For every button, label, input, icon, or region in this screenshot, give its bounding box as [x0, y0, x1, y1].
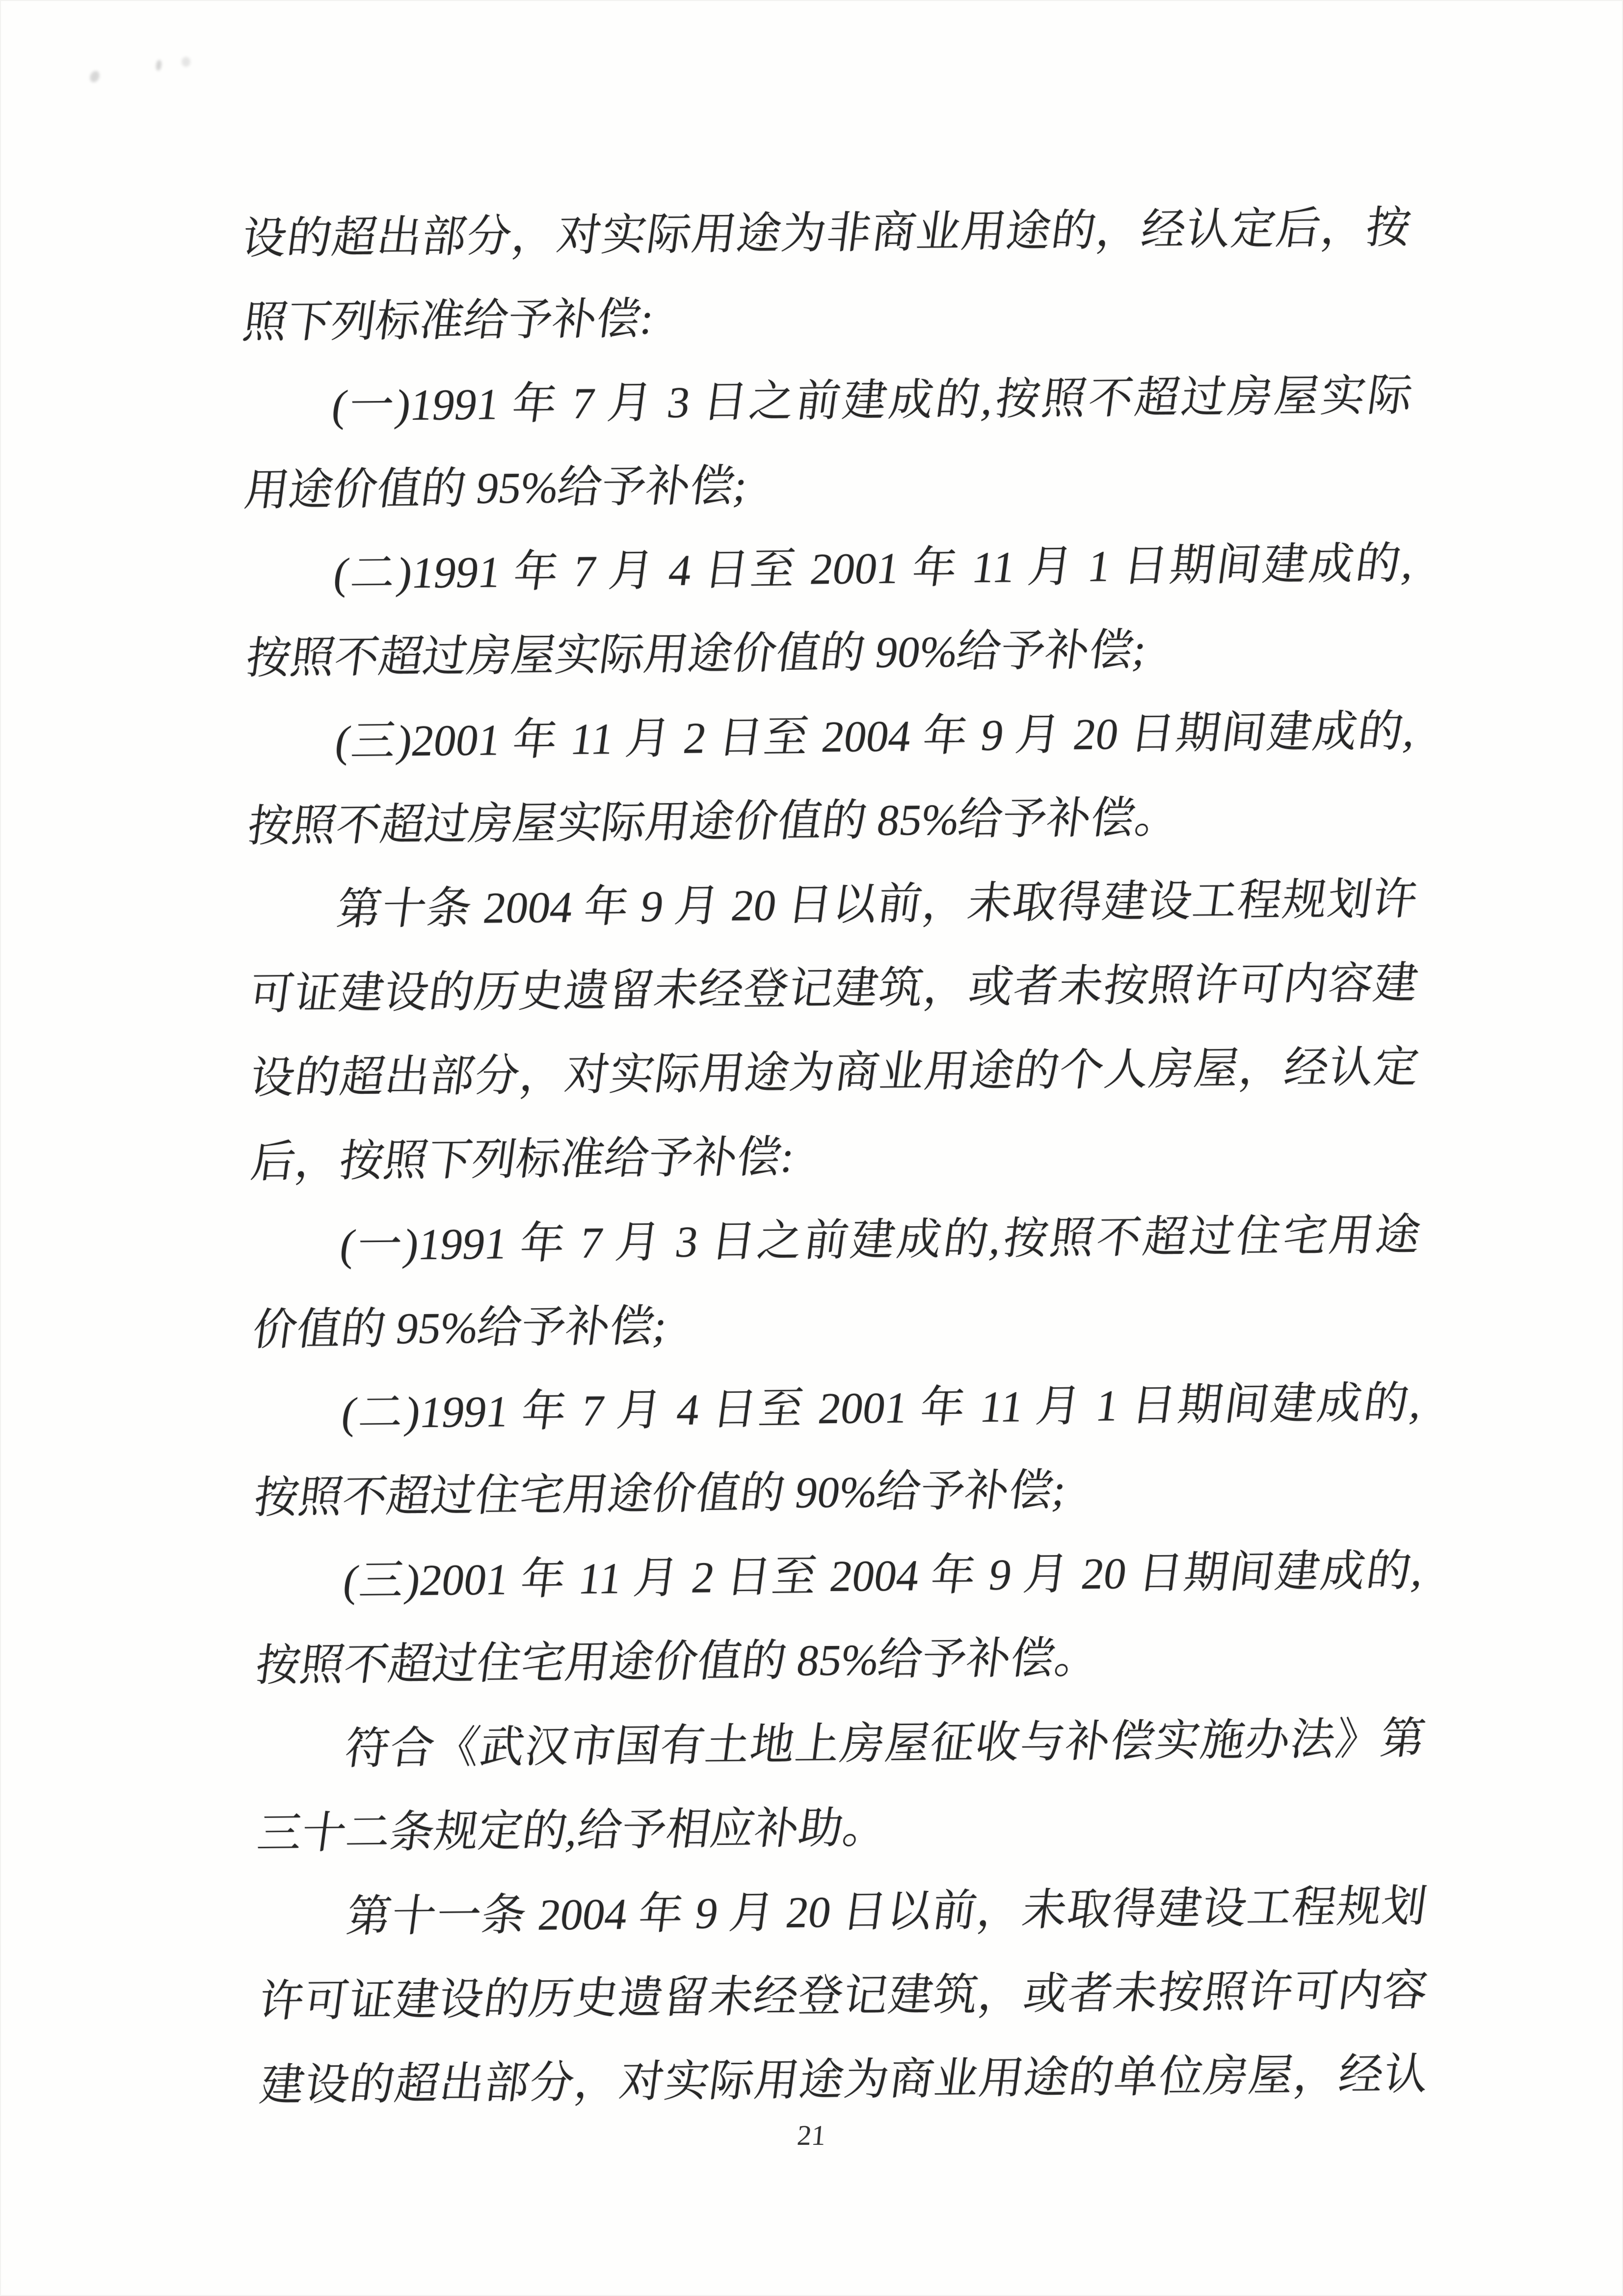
text-line: (三)2001 年 11 月 2 日至 2004 年 9 月 20 日期间建成的,	[332, 707, 1419, 766]
text-line: 符合《武汉市国有土地上房屋征收与补偿实施办法》第	[342, 1714, 1428, 1774]
text-line: 按照不超过房屋实际用途价值的 85%给予补偿。	[245, 793, 1183, 851]
text-line: 后，按照下列标准给予补偿:	[248, 1133, 797, 1187]
text-line: 第十条 2004 年 9 月 20 日以前，未取得建设工程规划许	[334, 875, 1420, 934]
text-line: 按照不超过房屋实际用途价值的 90%给予补偿;	[243, 625, 1149, 683]
scan-smudge	[156, 59, 162, 71]
text-line: 按照不超过住宅用途价值的 90%给予补偿;	[251, 1466, 1069, 1523]
scan-smudge	[182, 57, 190, 67]
text-line: (二)1991 年 7 月 4 日至 2001 年 11 月 1 日期间建成的,	[339, 1378, 1425, 1438]
text-line: 价值的 95%给予补偿;	[249, 1302, 670, 1355]
text-line: 用途价值的 95%给予补偿;	[241, 461, 750, 515]
text-line: (三)2001 年 11 月 2 日至 2004 年 9 月 20 日期间建成的,	[340, 1546, 1427, 1606]
text-line: 建设的超出部分，对实际用途为商业用途的单位房屋，经认	[257, 2050, 1432, 2110]
scan-smudge	[88, 69, 101, 83]
document-body-text	[236, 186, 1432, 2128]
text-line: (一)1991 年 7 月 3 日之前建成的,按照不超过住宅用途	[337, 1211, 1424, 1270]
text-line: (一)1991 年 7 月 3 日之前建成的,按照不超过房屋实际	[329, 371, 1415, 431]
text-line: 按照不超过住宅用途价值的 85%给予补偿。	[253, 1633, 1102, 1691]
text-line: 设的超出部分，对实际用途为商业用途的个人房屋，经认定	[247, 1043, 1422, 1103]
text-line: 第十一条 2004 年 9 月 20 日以前，未取得建设工程规划	[344, 1882, 1430, 1942]
text-line: 三十二条规定的,给予相应补助。	[254, 1803, 891, 1859]
text-line: 照下列标准给予补偿:	[240, 295, 657, 348]
text-line: 设的超出部分，对实际用途为非商业用途的，经认定后，按	[239, 203, 1414, 264]
text-line: (二)1991 年 7 月 4 日至 2001 年 11 月 1 日期间建成的,	[331, 539, 1417, 598]
text-line: 可证建设的历史遗留未经登记建筑，或者未按照许可内容建	[246, 959, 1421, 1019]
text-line: 许可证建设的历史遗留未经登记建筑，或者未按照许可内容	[256, 1966, 1431, 2026]
page-number: 21	[796, 2119, 827, 2151]
